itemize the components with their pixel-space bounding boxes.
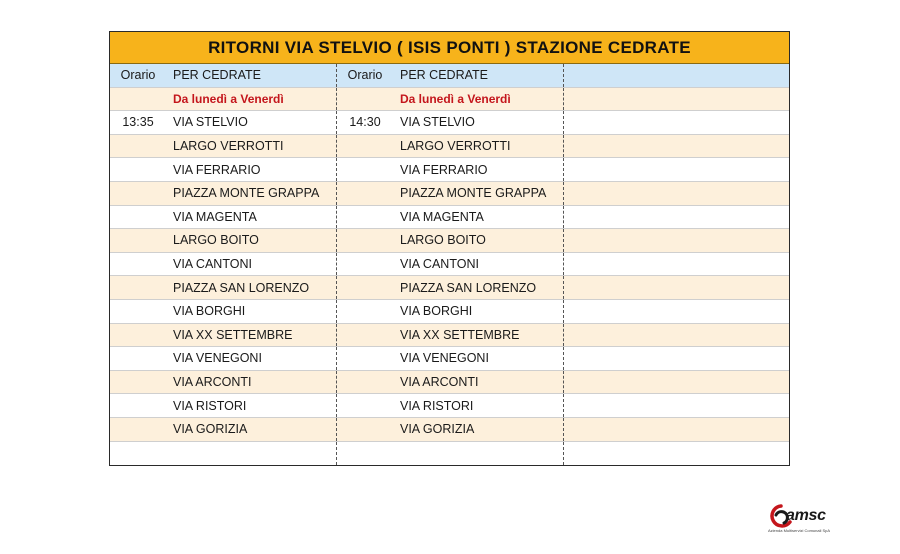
stop-cell: VIA RISTORI [393, 394, 564, 417]
stop-cell: VIA MAGENTA [166, 206, 337, 229]
stop-cell: VIA CANTONI [166, 253, 337, 276]
stop-cell: LARGO VERROTTI [393, 135, 564, 158]
empty-cell [564, 300, 789, 323]
stop-cell: VIA FERRARIO [393, 158, 564, 181]
time-cell [337, 394, 393, 417]
stop-cell: VIA XX SETTEMBRE [166, 324, 337, 347]
empty-cell [564, 229, 789, 252]
table-row [110, 135, 789, 159]
timetable [109, 31, 790, 466]
empty-cell [564, 253, 789, 276]
empty-cell [564, 347, 789, 370]
time-cell [337, 206, 393, 229]
stop-cell: VIA FERRARIO [166, 158, 337, 181]
stop-rows [110, 111, 789, 465]
empty-cell [564, 182, 789, 205]
stop-cell: VIA BORGHI [166, 300, 337, 323]
table-row [110, 324, 789, 348]
empty-cell [564, 276, 789, 299]
stop-cell: VIA STELVIO [166, 111, 337, 134]
stop-cell: VIA STELVIO [393, 111, 564, 134]
amsc-logo [766, 500, 846, 536]
stop-cell: VIA BORGHI [393, 300, 564, 323]
stop-cell: LARGO BOITO [393, 229, 564, 252]
stop-cell: PIAZZA SAN LORENZO [166, 276, 337, 299]
time-cell [337, 182, 393, 205]
table-row [110, 418, 789, 442]
time-cell [337, 418, 393, 441]
table-row [110, 182, 789, 206]
table-row [110, 158, 789, 182]
time-cell [337, 135, 393, 158]
empty-cell [564, 394, 789, 417]
time-cell [337, 347, 393, 370]
time-cell [110, 182, 166, 205]
stop-cell: VIA MAGENTA [393, 206, 564, 229]
stop-cell: LARGO VERROTTI [166, 135, 337, 158]
stop-cell: VIA XX SETTEMBRE [393, 324, 564, 347]
table-row [110, 111, 789, 135]
table-row [110, 347, 789, 371]
empty-cell [564, 158, 789, 181]
table-row [110, 253, 789, 277]
time-cell [337, 324, 393, 347]
table-row [110, 394, 789, 418]
table-row [110, 229, 789, 253]
time-cell [110, 394, 166, 417]
service-days-row [110, 88, 789, 112]
service-days-1: Da lunedì a Venerdì [166, 88, 337, 111]
header-time-1: Orario [120, 68, 156, 83]
logo-tagline: Azienda Multiservizi Comunali SpA [768, 528, 831, 533]
time-cell [110, 135, 166, 158]
header-destination-2: PER CEDRATE [393, 64, 564, 87]
time-cell [110, 229, 166, 252]
stop-cell: PIAZZA MONTE GRAPPA [166, 182, 337, 205]
stop-cell: VIA ARCONTI [393, 371, 564, 394]
stop-cell: VIA CANTONI [393, 253, 564, 276]
stop-cell: VIA VENEGONI [166, 347, 337, 370]
header-empty [564, 64, 789, 87]
table-row [110, 442, 789, 466]
stop-cell: LARGO BOITO [166, 229, 337, 252]
table-row [110, 276, 789, 300]
time-cell [337, 442, 393, 466]
service-days-2: Da lunedì a Venerdì [393, 88, 564, 111]
empty-cell [564, 135, 789, 158]
time-cell [110, 276, 166, 299]
header-time-2: Orario [347, 68, 383, 83]
time-cell [337, 253, 393, 276]
stop-cell: VIA GORIZIA [166, 418, 337, 441]
time-cell [110, 418, 166, 441]
time-cell [110, 206, 166, 229]
empty-cell [564, 442, 789, 466]
stop-cell: VIA RISTORI [166, 394, 337, 417]
stop-cell [393, 442, 564, 466]
header-destination-1: PER CEDRATE [166, 64, 337, 87]
time-cell [337, 229, 393, 252]
table-row [110, 300, 789, 324]
time-cell [110, 371, 166, 394]
table-row [110, 206, 789, 230]
time-cell [110, 442, 166, 466]
time-cell [110, 300, 166, 323]
stop-cell: VIA VENEGONI [393, 347, 564, 370]
time-cell [110, 158, 166, 181]
time-cell [337, 300, 393, 323]
empty-cell [564, 324, 789, 347]
time-cell [337, 371, 393, 394]
time-cell [110, 347, 166, 370]
stop-cell [166, 442, 337, 466]
time-cell: 14:30 [349, 115, 381, 130]
empty-cell [564, 206, 789, 229]
table-row [110, 371, 789, 395]
header-row [110, 64, 789, 88]
empty-cell [564, 111, 789, 134]
time-cell [337, 276, 393, 299]
time-cell [110, 324, 166, 347]
time-cell: 13:35 [122, 115, 154, 130]
empty-cell [564, 371, 789, 394]
stop-cell: VIA GORIZIA [393, 418, 564, 441]
time-cell [337, 158, 393, 181]
empty-cell [564, 418, 789, 441]
logo-name: amsc [786, 507, 826, 524]
time-cell [110, 253, 166, 276]
stop-cell: PIAZZA SAN LORENZO [393, 276, 564, 299]
stop-cell: VIA ARCONTI [166, 371, 337, 394]
stop-cell: PIAZZA MONTE GRAPPA [393, 182, 564, 205]
timetable-title: RITORNI VIA STELVIO ( ISIS PONTI ) STAZIONE CEDRATE [110, 32, 789, 64]
